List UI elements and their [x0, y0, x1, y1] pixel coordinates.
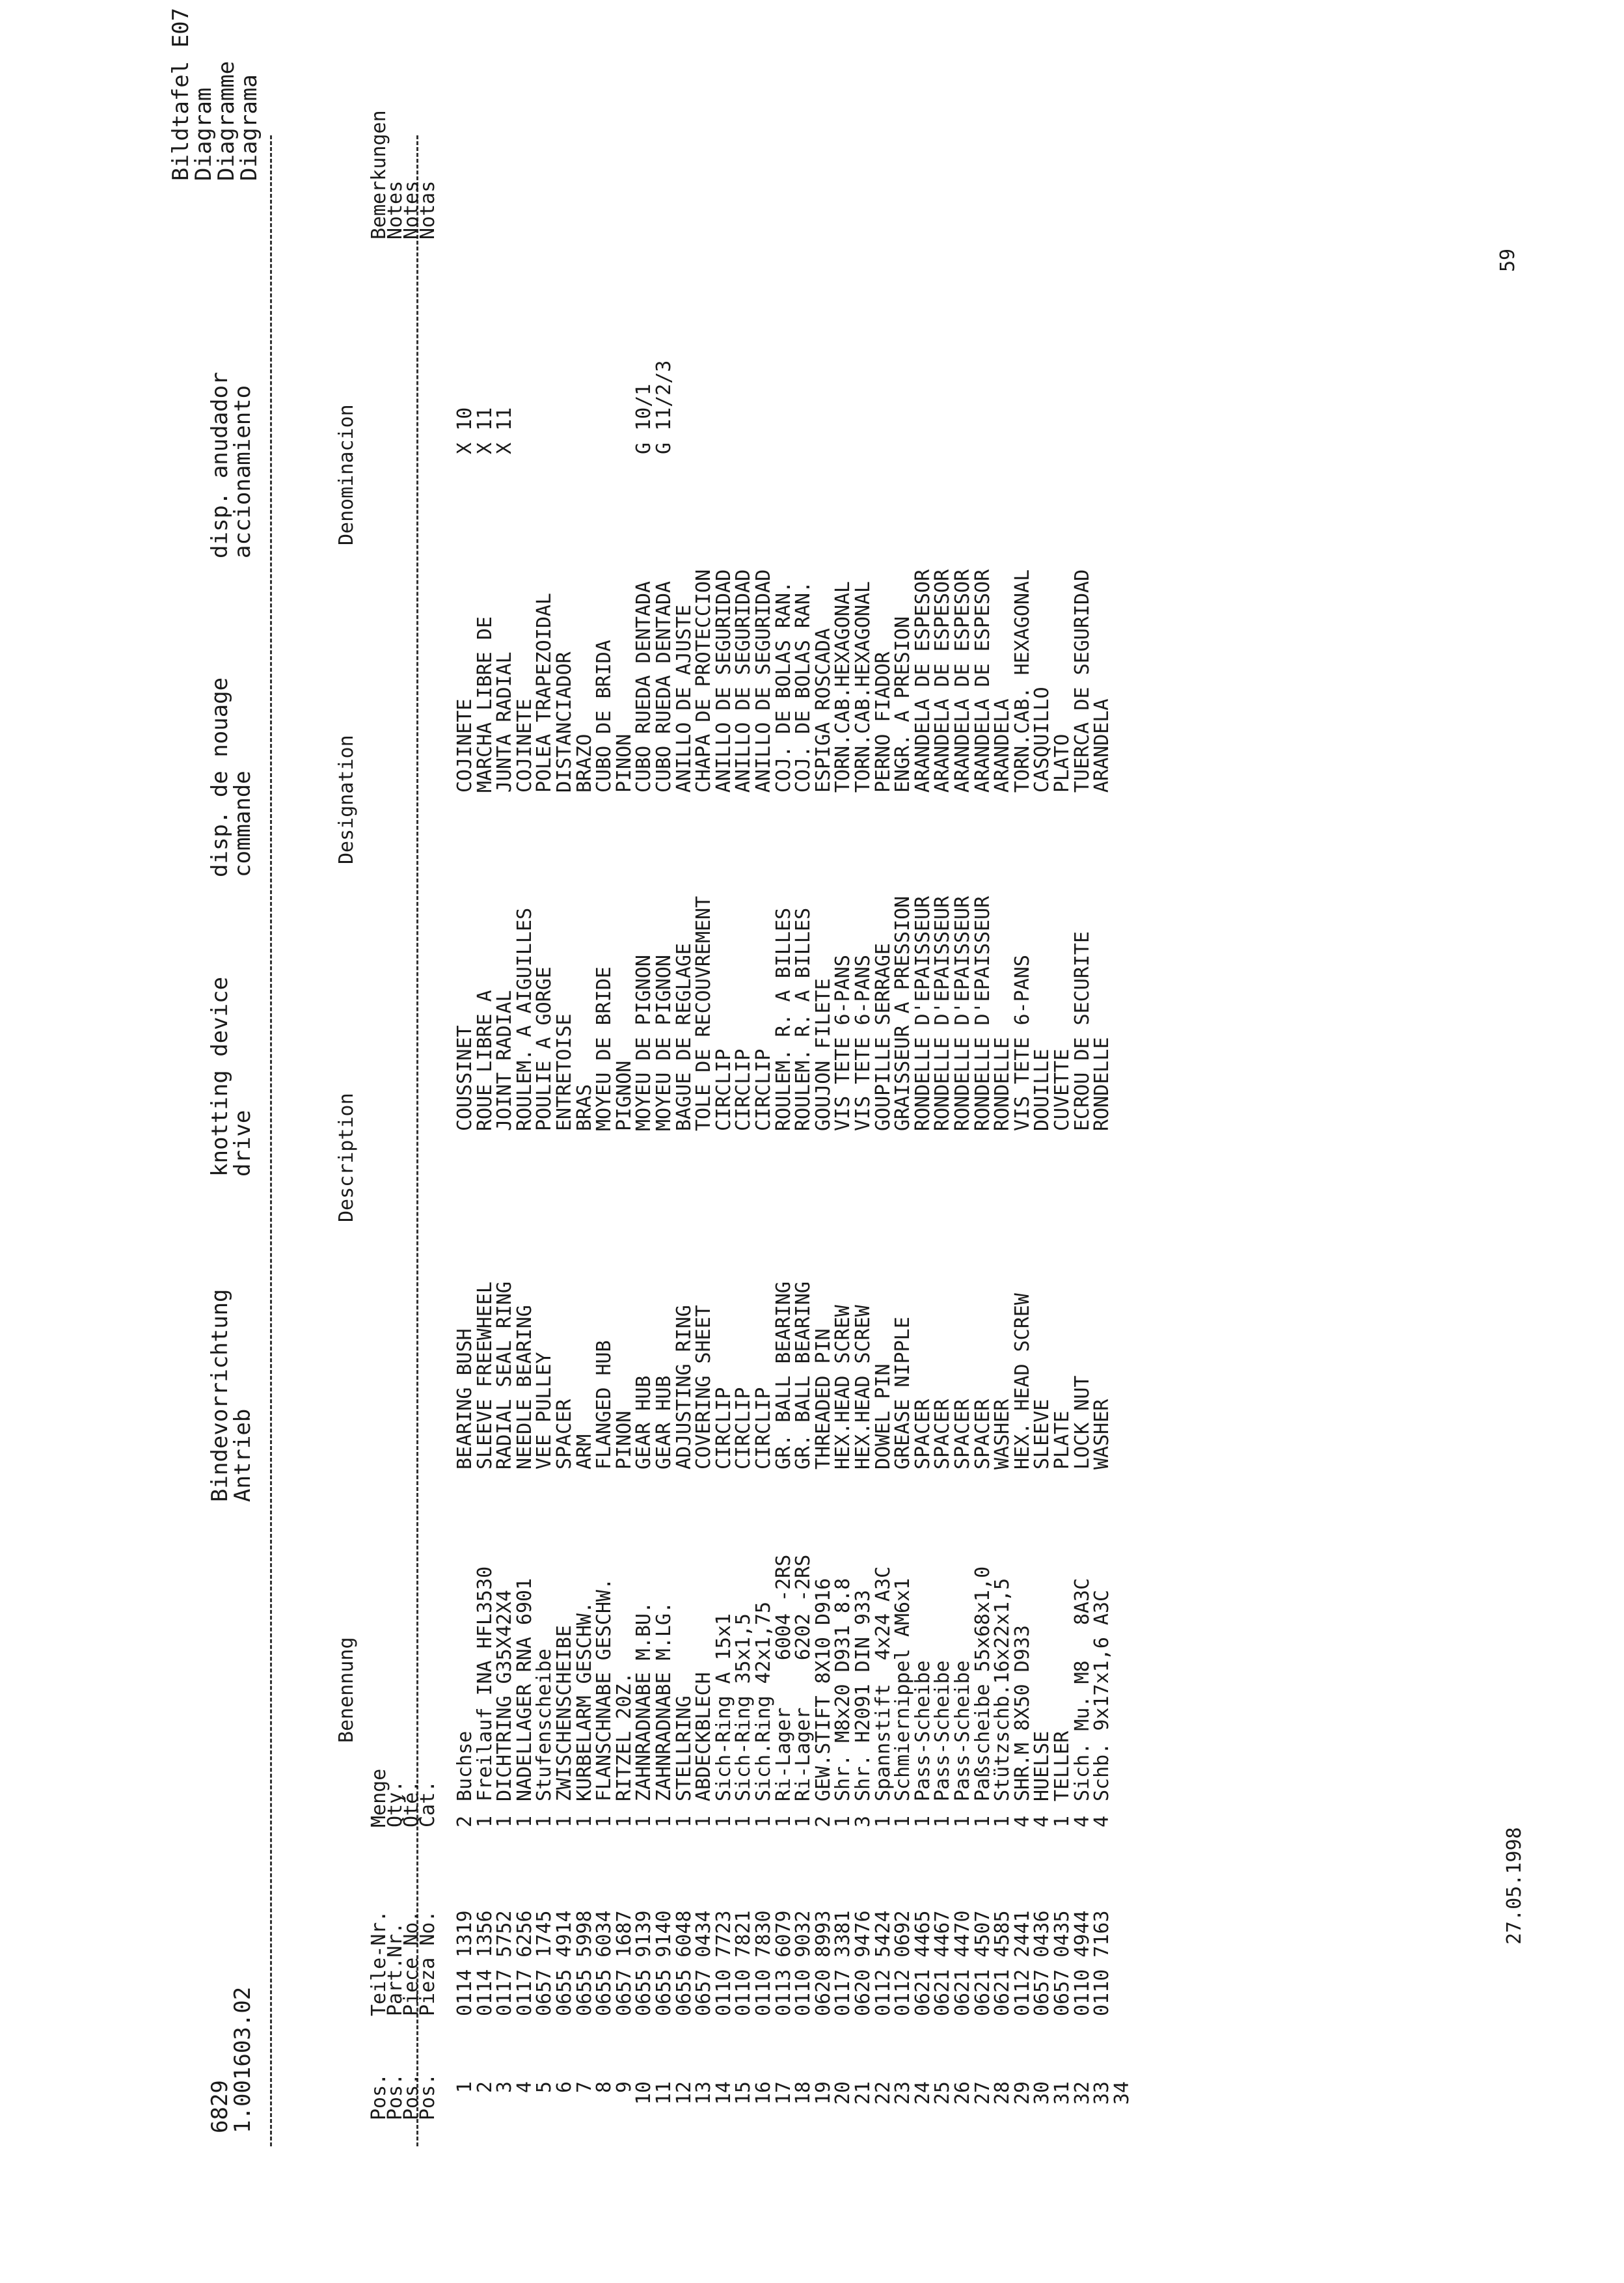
cell-designation: RONDELLE: [991, 1037, 1014, 1131]
cell-description: CIRCLIP: [732, 1387, 755, 1470]
header-separator: [270, 135, 272, 2146]
cell-benennung: Pass-Scheibe: [911, 1660, 934, 1801]
cell-pos: 27: [971, 2081, 994, 2105]
cell-denominacion: CASQUILLO: [1031, 687, 1054, 793]
cell-part-number: 0621 4467: [931, 1910, 954, 2016]
cell-designation: BAGUE DE REGLAGE: [672, 943, 696, 1131]
table-row: [953, 0, 973, 2283]
cell-designation: JOINT RADIAL: [493, 990, 517, 1131]
col-header-description: Description: [335, 1093, 358, 1222]
group-subtitle-de: Antrieb: [230, 1408, 256, 1502]
cell-benennung: Pass-Scheibe: [931, 1660, 954, 1801]
group-subtitle-en: drive: [230, 1110, 256, 1177]
cell-pos: 19: [811, 2081, 835, 2105]
cell-denominacion: BRAZO: [573, 733, 596, 793]
cell-description: SLEEVE FREEWHEEL: [473, 1281, 496, 1470]
cell-designation: COUSSINET: [453, 1025, 476, 1131]
table-row: [455, 0, 475, 2283]
table-row: [933, 0, 953, 2283]
cell-benennung: Pass-Scheibe: [951, 1660, 974, 1801]
cell-part-number: 0114 1319: [453, 1910, 476, 2016]
col-header-pos: Pos. Pos. Pos. Pos.: [368, 2073, 439, 2120]
cell-denominacion: ENGR. A PRESION: [891, 616, 915, 793]
cell-pos: 30: [1031, 2081, 1054, 2105]
cell-designation: VIS TETE 6-PANS: [1010, 955, 1034, 1131]
cell-designation: TOLE DE RECOUVREMENT: [692, 895, 716, 1131]
cell-designation: VIS TETE 6-PANS: [852, 955, 874, 1131]
cell-description: PLATE: [1051, 1410, 1074, 1470]
cell-denominacion: COJINETE: [453, 698, 476, 793]
cell-denominacion: ANILLO DE SEGURIDAD: [712, 569, 735, 793]
cell-pos: 16: [752, 2081, 775, 2105]
table-row: [1010, 0, 1034, 2283]
table-row: [655, 0, 674, 2283]
cell-qty: 1: [573, 1815, 596, 1827]
table-row: [973, 0, 993, 2283]
cell-qty: 1: [931, 1815, 954, 1827]
cell-benennung: HUELSE: [1031, 1730, 1054, 1801]
cell-pos: 23: [891, 2081, 915, 2105]
cell-designation: ECROU DE SECURITE: [1070, 931, 1094, 1131]
cell-denominacion: DISTANCIADOR: [553, 651, 576, 793]
table-row: [535, 0, 554, 2283]
cell-notes: G 11/2/3: [653, 360, 675, 454]
cell-designation: ROULEM. A AIGUILLES: [513, 907, 536, 1131]
cell-qty: 1: [792, 1815, 815, 1827]
cell-pos: 2: [473, 2081, 496, 2094]
cell-description: GEAR HUB: [653, 1375, 675, 1470]
cell-part-number: 0112 0692: [891, 1910, 915, 2016]
cell-benennung: Sich.Ring 42x1,75: [752, 1601, 775, 1801]
cell-part-number: 0621 4507: [971, 1910, 994, 2016]
cell-denominacion: ARANDELA: [1090, 698, 1114, 793]
cell-designation: CUVETTE: [1051, 1048, 1074, 1131]
cell-qty: 1: [871, 1815, 895, 1827]
table-row: [694, 0, 714, 2283]
cell-part-number: 0657 0435: [1051, 1910, 1074, 2016]
cell-designation: CIRCLIP: [712, 1048, 735, 1131]
cell-description: DOWEL PIN: [871, 1363, 895, 1470]
cell-designation: RONDELLE D'EPAISSEUR: [951, 895, 974, 1131]
cell-part-number: 0620 9476: [852, 1910, 874, 2016]
table-row: [893, 0, 913, 2283]
cell-description: VEE PULLEY: [533, 1352, 556, 1470]
table-row: [1070, 0, 1094, 2283]
cell-description: GR. BALL BEARING: [772, 1281, 795, 1470]
doc-sub-number: 1.001603.02: [230, 1986, 256, 2133]
cell-benennung: Shr. H2091 DIN 933: [852, 1589, 874, 1801]
table-row: [754, 0, 774, 2283]
cell-pos: 3: [493, 2081, 517, 2094]
cell-denominacion: TUERCA DE SEGURIDAD: [1070, 569, 1094, 793]
table-row: [811, 0, 835, 2283]
col-header-notes: Bemerkungen Notes Notes Notas: [368, 110, 439, 239]
cell-benennung: ABDECKBLECH: [692, 1672, 716, 1801]
cell-denominacion: ANILLO DE AJUSTE: [672, 605, 696, 793]
cell-notes: X 11: [473, 407, 496, 454]
cell-description: SPACER: [911, 1399, 934, 1470]
cell-description: GREASE NIPPLE: [891, 1317, 915, 1470]
cell-qty: 4: [1090, 1815, 1114, 1827]
cell-pos: 1: [453, 2081, 476, 2094]
cell-description: LOCK NUT: [1070, 1375, 1094, 1470]
cell-notes: X 11: [493, 407, 517, 454]
cell-denominacion: ARANDELA DE ESPESOR: [911, 569, 934, 793]
cell-pos: 28: [991, 2081, 1014, 2105]
table-row: [794, 0, 813, 2283]
cell-benennung: Sich-Ring 35x1,5: [732, 1613, 755, 1801]
cell-denominacion: ANILLO DE SEGURIDAD: [752, 569, 775, 793]
cell-part-number: 0110 9032: [792, 1910, 815, 2016]
cell-benennung: ZAHNRADNABE M.BU.: [632, 1601, 656, 1801]
cell-benennung: DICHTRING G35X42X4: [493, 1589, 517, 1801]
cell-qty: 1: [971, 1815, 994, 1827]
table-row: [595, 0, 614, 2283]
cell-part-number: 0117 3381: [832, 1910, 855, 2016]
table-row: [993, 0, 1012, 2283]
cell-qty: 1: [832, 1815, 855, 1827]
cell-description: HEX. HEAD SCREW: [1010, 1293, 1034, 1470]
cell-notes: X 10: [453, 407, 476, 454]
cell-description: GR. BALL BEARING: [792, 1281, 815, 1470]
cell-qty: 1: [513, 1815, 536, 1827]
cell-qty: 2: [453, 1815, 476, 1827]
cell-part-number: 0655 9139: [632, 1910, 656, 2016]
cell-benennung: Ri-Lager 6004 -2RS: [772, 1554, 795, 1801]
cell-denominacion: ESPIGA ROSCADA: [811, 628, 835, 793]
col-header-part: Teile-Nr. Part.Nr. Piece No. Pieza No.: [368, 1910, 439, 2016]
cell-description: NEEDLE BEARING: [513, 1305, 536, 1470]
cell-qty: 1: [772, 1815, 795, 1827]
cell-notes: G 10/1: [632, 383, 656, 454]
table-row: [1092, 0, 1112, 2283]
cell-pos: 14: [712, 2081, 735, 2105]
cell-designation: RONDELLE D'EPAISSEUR: [971, 895, 994, 1131]
cell-description: THREADED PIN: [811, 1328, 835, 1470]
cell-denominacion: ANILLO DE SEGURIDAD: [732, 569, 755, 793]
cell-benennung: NADELLAGER RNA 6901: [513, 1578, 536, 1801]
cell-designation: DOUILLE: [1031, 1048, 1054, 1131]
cell-part-number: 0655 5998: [573, 1910, 596, 2016]
cell-qty: 1: [1051, 1815, 1074, 1827]
cell-denominacion: CUBO RUEDA DENTADA: [632, 581, 656, 793]
cell-benennung: Paßscheibe 55x68x1,0: [971, 1566, 994, 1801]
cell-qty: 4: [1070, 1815, 1094, 1827]
cell-benennung: Sich. Mu. M8 8A3C: [1070, 1578, 1094, 1801]
cell-part-number: 0621 4465: [911, 1910, 934, 2016]
page-number: 59: [1496, 248, 1519, 272]
cell-pos: 20: [832, 2081, 855, 2105]
cell-denominacion: COJ. DE BOLAS RAN.: [792, 581, 815, 793]
table-row: [734, 0, 753, 2283]
cell-pos: 25: [931, 2081, 954, 2105]
cell-part-number: 0655 6048: [672, 1910, 696, 2016]
cell-part-number: 0112 2441: [1010, 1910, 1034, 2016]
cell-qty: 1: [672, 1815, 696, 1827]
cell-qty: 1: [951, 1815, 974, 1827]
cell-pos: 22: [871, 2081, 895, 2105]
cell-pos: 34: [1110, 2081, 1133, 2105]
cell-part-number: 0655 4914: [553, 1910, 576, 2016]
cell-benennung: Sich-Ring A 15x1: [712, 1613, 735, 1801]
cell-qty: 1: [632, 1815, 656, 1827]
group-subtitle-fr: commande: [230, 771, 256, 877]
cell-description: WASHER: [991, 1399, 1014, 1470]
cell-denominacion: COJ. DE BOLAS RAN.: [772, 581, 795, 793]
table-row: [473, 0, 496, 2283]
cell-denominacion: CUBO RUEDA DENTADA: [653, 581, 675, 793]
cell-designation: RONDELLE D'EPAISSEUR: [931, 895, 954, 1131]
cell-qty: 4: [1031, 1815, 1054, 1827]
cell-denominacion: ARANDELA: [991, 698, 1014, 793]
cell-designation: PIGNON: [612, 1060, 636, 1131]
cell-part-number: 0110 7723: [712, 1910, 735, 2016]
cell-designation: CIRCLIP: [732, 1048, 755, 1131]
cell-qty: 1: [533, 1815, 556, 1827]
cell-designation: BRAS: [573, 1084, 596, 1131]
table-row: [495, 0, 515, 2283]
cell-part-number: 0110 7821: [732, 1910, 755, 2016]
cell-qty: 1: [692, 1815, 716, 1827]
cell-denominacion: CHAPA DE PROTECCION: [692, 569, 716, 793]
cell-denominacion: MARCHA LIBRE DE: [473, 616, 496, 793]
cell-designation: GOUPILLE SERRAGE: [871, 943, 895, 1131]
plate-label-4: Diagrama: [236, 74, 262, 181]
cell-designation: ENTRETOISE: [553, 1013, 576, 1131]
cell-benennung: Stufenscheibe: [533, 1648, 556, 1801]
table-row: [555, 0, 575, 2283]
cell-denominacion: ARANDELA DE ESPESOR: [971, 569, 994, 793]
cell-denominacion: PINON: [612, 733, 636, 793]
cell-description: SLEEVE: [1031, 1399, 1054, 1470]
cell-benennung: Spannstift 4x24 A3C: [871, 1566, 895, 1801]
cell-denominacion: JUNTA RADIAL: [493, 651, 517, 793]
cell-description: COVERING SHEET: [692, 1305, 716, 1470]
cell-pos: 12: [672, 2081, 696, 2105]
cell-pos: 10: [632, 2081, 656, 2105]
cell-pos: 15: [732, 2081, 755, 2105]
table-row: [1033, 0, 1052, 2283]
cell-qty: 1: [593, 1815, 616, 1827]
cell-qty: 1: [653, 1815, 675, 1827]
table-row: [672, 0, 696, 2283]
cell-pos: 7: [573, 2081, 596, 2094]
cell-description: CIRCLIP: [712, 1387, 735, 1470]
cell-qty: 3: [852, 1815, 874, 1827]
cell-designation: MOYEU DE PIGNON: [632, 955, 656, 1131]
cell-description: PINON: [612, 1410, 636, 1470]
col-header-designation: Designation: [335, 735, 358, 864]
cell-description: BEARING BUSH: [453, 1328, 476, 1470]
cell-pos: 32: [1070, 2081, 1094, 2105]
cell-pos: 11: [653, 2081, 675, 2105]
cell-qty: 1: [911, 1815, 934, 1827]
cell-denominacion: POLEA TRAPEZOIDAL: [533, 592, 556, 793]
cell-description: SPACER: [553, 1399, 576, 1470]
cell-designation: POULIE A GORGE: [533, 966, 556, 1131]
table-row: [612, 0, 636, 2283]
cell-benennung: ZWISCHENSCHEIBE: [553, 1625, 576, 1801]
cell-qty: 1: [612, 1815, 636, 1827]
cell-pos: 13: [692, 2081, 716, 2105]
cell-designation: RONDELLE D'EPAISSEUR: [911, 895, 934, 1131]
table-row: [911, 0, 934, 2283]
cell-designation: GRAISSEUR A PRESSION: [891, 895, 915, 1131]
plate-label-3: Diagramme: [213, 61, 239, 181]
table-row: [714, 0, 734, 2283]
group-title-de: Bindevorrichtung: [207, 1289, 233, 1502]
cell-description: SPACER: [971, 1399, 994, 1470]
cell-qty: 1: [712, 1815, 735, 1827]
col-header-qty: Menge Qty. Qté. Cat.: [368, 1768, 439, 1827]
cell-denominacion: ARANDELA DE ESPESOR: [931, 569, 954, 793]
cell-description: WASHER: [1090, 1399, 1114, 1470]
cell-description: RADIAL SEAL RING: [493, 1281, 517, 1470]
cell-benennung: KURBELARM GESCHW.: [573, 1601, 596, 1801]
cell-benennung: Ri-Lager 6202 -2RS: [792, 1554, 815, 1801]
table-row: [854, 0, 873, 2283]
cell-part-number: 0114 1356: [473, 1910, 496, 2016]
cell-benennung: ZAHNRADNABE M.LG.: [653, 1601, 675, 1801]
cell-part-number: 0110 4944: [1070, 1910, 1094, 2016]
cell-pos: 6: [553, 2081, 576, 2094]
cell-benennung: Schb. 9x17x1,6 A3C: [1090, 1589, 1114, 1801]
doc-number: 6829: [207, 2080, 233, 2133]
cell-designation: CIRCLIP: [752, 1048, 775, 1131]
table-row: [833, 0, 853, 2283]
group-title-es: disp. anudador: [207, 372, 233, 558]
cell-qty: 1: [732, 1815, 755, 1827]
cell-pos: 31: [1051, 2081, 1074, 2105]
cell-benennung: Schmiernippel AM6x1: [891, 1578, 915, 1801]
table-row: [515, 0, 535, 2283]
plate-label-1: Bildtafel E07: [168, 7, 194, 181]
cell-benennung: Freilauf INA HFL3530: [473, 1566, 496, 1801]
cell-part-number: 0110 7163: [1090, 1910, 1114, 2016]
cell-designation: MOYEU DE BRIDE: [593, 966, 616, 1131]
cell-description: ARM: [573, 1434, 596, 1470]
cell-designation: ROUE LIBRE A: [473, 990, 496, 1131]
cell-designation: ROULEM. R. A BILLES: [792, 907, 815, 1131]
cell-benennung: FLANSCHNABE GESCHW.: [593, 1578, 616, 1801]
cell-qty: 1: [752, 1815, 775, 1827]
cell-part-number: 0657 0436: [1031, 1910, 1054, 2016]
table-row: [575, 0, 595, 2283]
cell-denominacion: TORN.CAB. HEXAGONAL: [1010, 569, 1034, 793]
table-row: [871, 0, 895, 2283]
cell-denominacion: COJINETE: [513, 698, 536, 793]
cell-description: FLANGED HUB: [593, 1340, 616, 1470]
cell-benennung: GEW.STIFT 8X10 D916: [811, 1578, 835, 1801]
cell-part-number: 0657 0434: [692, 1910, 716, 2016]
cell-part-number: 0117 5752: [493, 1910, 517, 2016]
cell-description: GEAR HUB: [632, 1375, 656, 1470]
cell-pos: 24: [911, 2081, 934, 2105]
cell-part-number: 0657 1687: [612, 1910, 636, 2016]
cell-part-number: 0110 7830: [752, 1910, 775, 2016]
cell-pos: 5: [533, 2081, 556, 2094]
table-row: [774, 0, 794, 2283]
cell-part-number: 0655 6034: [593, 1910, 616, 2016]
cell-denominacion: ARANDELA DE ESPESOR: [951, 569, 974, 793]
cell-designation: GOUJON FILETE: [811, 978, 835, 1131]
group-title-en: knotting device: [207, 976, 233, 1177]
col-header-benennung: Benennung: [335, 1637, 358, 1743]
cell-part-number: 0621 4470: [951, 1910, 974, 2016]
cell-description: CIRCLIP: [752, 1387, 775, 1470]
cell-denominacion: CUBO DE BRIDA: [593, 640, 616, 793]
cell-part-number: 0113 6079: [772, 1910, 795, 2016]
cell-qty: 1: [553, 1815, 576, 1827]
cell-pos: 26: [951, 2081, 974, 2105]
cell-pos: 18: [792, 2081, 815, 2105]
cell-benennung: RITZEL 20Z.: [612, 1672, 636, 1801]
cell-pos: 4: [513, 2081, 536, 2094]
cell-pos: 29: [1010, 2081, 1034, 2105]
cell-qty: 1: [473, 1815, 496, 1827]
plate-label-2: Diagram: [191, 87, 217, 181]
cell-part-number: 0655 9140: [653, 1910, 675, 2016]
cell-part-number: 0621 4585: [991, 1910, 1014, 2016]
cell-qty: 4: [1010, 1815, 1034, 1827]
cell-pos: 33: [1090, 2081, 1114, 2105]
cell-benennung: SHR.M 8X50 D933: [1010, 1625, 1034, 1801]
cell-part-number: 0117 6256: [513, 1910, 536, 2016]
cell-qty: 2: [811, 1815, 835, 1827]
cell-description: SPACER: [951, 1399, 974, 1470]
cell-description: ADJUSTING RING: [672, 1305, 696, 1470]
cell-denominacion: PERNO FIADOR: [871, 651, 895, 793]
group-subtitle-es: accionamiento: [230, 385, 256, 558]
cell-designation: MOYEU DE PIGNON: [653, 955, 675, 1131]
cell-benennung: STELLRING: [672, 1695, 696, 1801]
cell-denominacion: PLATO: [1051, 733, 1074, 793]
cell-qty: 1: [991, 1815, 1014, 1827]
cell-pos: 21: [852, 2081, 874, 2105]
cell-denominacion: TORN.CAB.HEXAGONAL: [832, 581, 855, 793]
group-title-fr: disp. de nouage: [207, 677, 233, 877]
cell-pos: 17: [772, 2081, 795, 2105]
cell-pos: 8: [593, 2081, 616, 2094]
table-row: [634, 0, 654, 2283]
cell-description: SPACER: [931, 1399, 954, 1470]
footer-date: 27.05.1998: [1503, 1827, 1526, 1945]
cell-description: HEX.HEAD SCREW: [852, 1305, 874, 1470]
table-row: [1053, 0, 1072, 2283]
cell-benennung: Shr. M8x20 D931 8.8: [832, 1578, 855, 1801]
cell-benennung: Stützschb.16x22x1,5: [991, 1578, 1014, 1801]
cell-benennung: TELLER: [1051, 1730, 1074, 1801]
col-header-denominacion: Denominacion: [335, 404, 358, 545]
cell-designation: ROULEM. R. A BILLES: [772, 907, 795, 1131]
cell-description: HEX.HEAD SCREW: [832, 1305, 855, 1470]
cell-qty: 1: [493, 1815, 517, 1827]
cell-qty: 1: [891, 1815, 915, 1827]
cell-part-number: 0112 5424: [871, 1910, 895, 2016]
table-row: [1110, 0, 1133, 2283]
cell-benennung: Buchse: [453, 1730, 476, 1801]
cell-pos: 9: [612, 2081, 636, 2094]
cell-part-number: 0657 1745: [533, 1910, 556, 2016]
cell-designation: RONDELLE: [1090, 1037, 1114, 1131]
column-header-separator: [416, 135, 418, 2146]
cell-designation: VIS TETE 6-PANS: [832, 955, 855, 1131]
cell-denominacion: TORN.CAB.HEXAGONAL: [852, 581, 874, 793]
cell-part-number: 0620 8993: [811, 1910, 835, 2016]
